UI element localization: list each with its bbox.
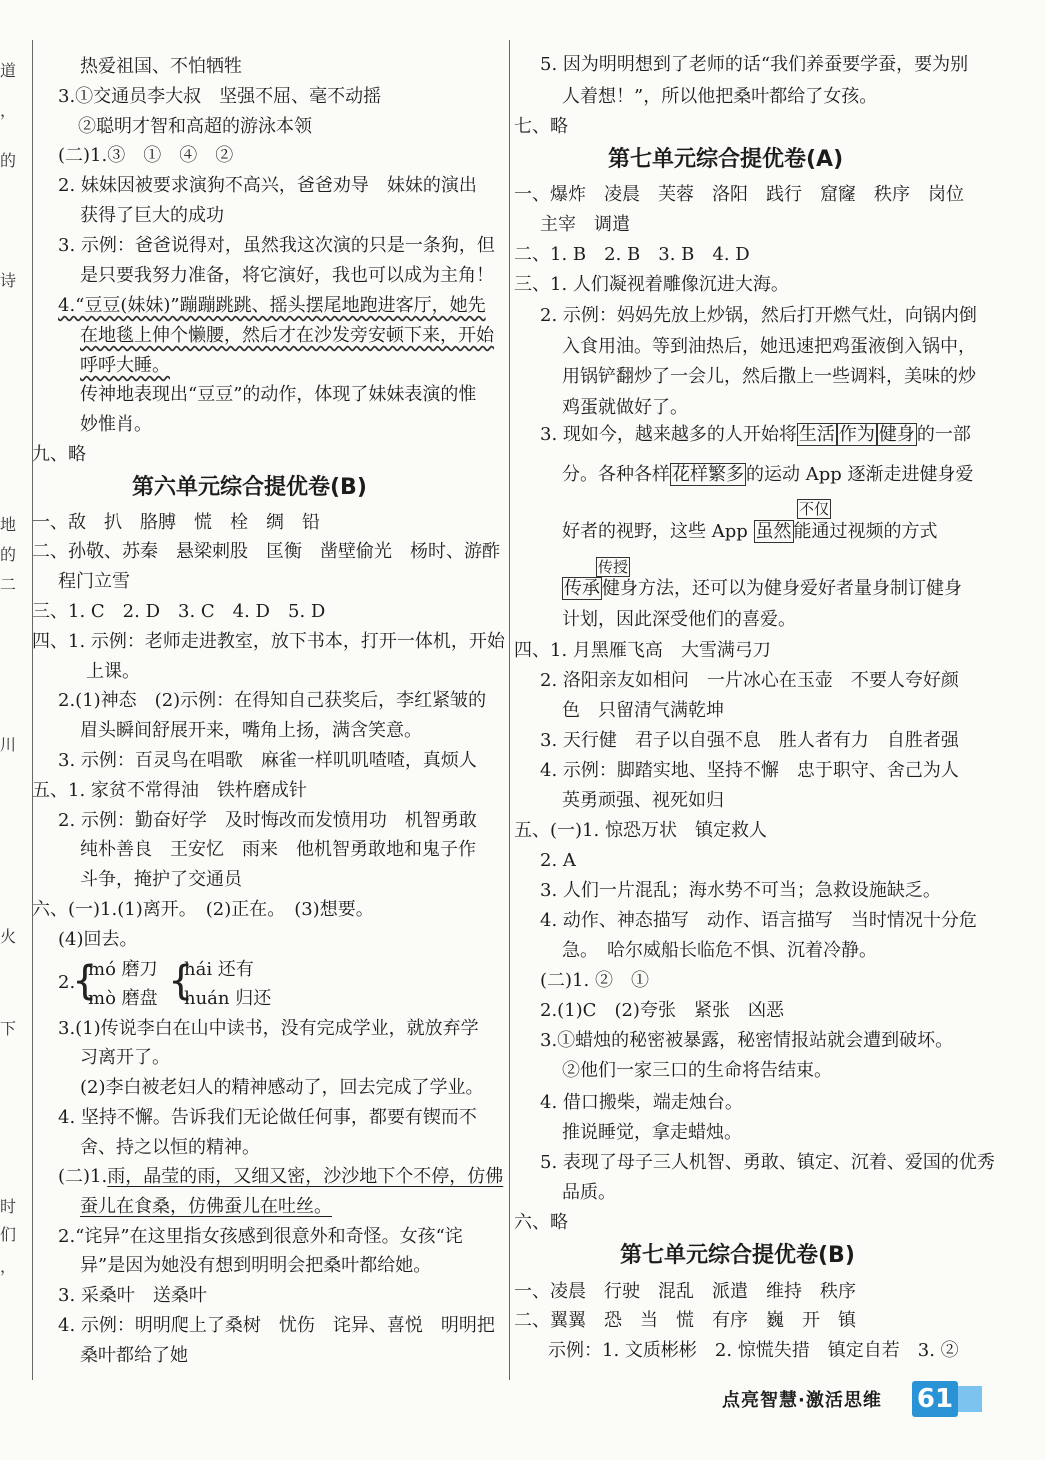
answer-line: 主宰 调遣 [540, 214, 630, 235]
answer-line: (二)1.③ ① ④ ② [58, 145, 234, 166]
answer-line: 4. 坚持不懈。告诉我们无论做任何事，都要有锲而不 [58, 1107, 477, 1128]
answer-text: 好者的视野，这些 App [562, 521, 754, 542]
edge-char: 时 [0, 1197, 17, 1216]
answer-line: 异”是因为她没有想到明明会把桑叶都给她。 [80, 1255, 432, 1276]
answer-line: 推说睡觉，拿走蜡烛。 [562, 1122, 742, 1143]
answer-line: 5. 表现了母子三人机智、勇敢、镇定、沉着、爱国的优秀 [540, 1152, 995, 1173]
answer-line: 4. 借口搬柴，端走烛台。 [540, 1092, 743, 1113]
answer-line: 3.①交通员李大叔 坚强不屈、毫不动摇 [58, 86, 382, 107]
answer-line: 六、(一)1.(1)离开。 (2)正在。 (3)想要。 [32, 899, 374, 920]
underlined-answer: 雨，晶莹的雨，又细又密，沙沙地下个不停，仿佛 [107, 1166, 504, 1187]
answer-line: 用锅铲翻炒了一会儿，然后撒上一些调料，美味的炒 [562, 366, 976, 387]
answer-line: 2. 示例：勤奋好学 及时悔改而发愤用功 机智勇敢 [58, 810, 477, 831]
answer-text: 健身方法，还可以为健身爱好者量身制订健身 [602, 578, 962, 599]
answer-line: 一、敌 扒 胳膊 慌 栓 绸 铅 [32, 512, 320, 533]
edge-char: 道 [0, 61, 17, 80]
answer-line: (4)回去。 [58, 929, 138, 950]
edge-char: 的 [0, 151, 17, 170]
answer-line: 5. 因为明明想到了老师的话“我们养蚕要学蚕，要为别 [540, 54, 969, 75]
underlined-answer: 蚕儿在食桑，仿佛蚕儿在吐丝。 [80, 1196, 332, 1217]
answer-line: 九、略 [32, 444, 86, 465]
boxed-word: 虽然 [755, 521, 792, 542]
answer-line: 五、(一)1. 惊恐万状 镇定救人 [514, 820, 767, 841]
correction-line [562, 521, 938, 543]
answer-line: 四、1. 示例：老师走进教室，放下书本，打开一体机，开始 [32, 631, 505, 652]
boxed-word: 花样繁多 [672, 464, 744, 485]
answer-line: 2.“诧异”在这里指女孩感到很意外和奇怪。女孩“诧 [58, 1226, 463, 1247]
page-edge-rule [32, 40, 33, 1380]
inserted-word-box: 不仅 [799, 500, 830, 518]
answer-line: 七、略 [514, 116, 568, 137]
answer-line: 2.(1)神态 (2)示例：在得知自己获奖后，李红紧皱的 [58, 690, 487, 711]
answer-line: 妙惟肖。 [80, 414, 152, 435]
edge-char: 二 [0, 575, 17, 594]
answer-line: 二、孙敬、苏秦 悬梁刺股 匡衡 凿壁偷光 杨时、游酢 [32, 541, 500, 562]
edge-char: 川 [0, 735, 17, 754]
answer-line: 热爱祖国、不怕牺牲 [80, 56, 242, 77]
answer-line: 鸡蛋就做好了。 [562, 397, 688, 418]
answer-line: 斗争，掩护了交通员 [80, 869, 242, 890]
edge-char: ， [0, 101, 17, 120]
inserted-word [596, 556, 630, 578]
answer-line: 3. 示例：百灵鸟在唱歌 麻雀一样叽叽喳喳，真烦人 [58, 750, 477, 771]
answer-line-wavy: 4.“豆豆(妹妹)”蹦蹦跳跳、摇头摆尾地跑进客厅，她先 [58, 295, 486, 316]
answer-line: 上课。 [86, 661, 140, 682]
answer-line-wavy: 在地毯上伸个懒腰，然后才在沙发旁安顿下来，开始 [80, 325, 494, 346]
boxed-word: 生活 [798, 424, 835, 445]
answer-line: 4. 示例：脚踏实地、坚持不懈 忠于职守、舍己为人 [540, 760, 959, 781]
answer-line: 入食用油。等到油热后，她迅速把鸡蛋液倒入锅中， [562, 336, 976, 357]
answer-line: 3. 天行健 君子以自强不息 胜人者有力 自胜者强 [540, 730, 959, 751]
answer-line: 3. 采桑叶 送桑叶 [58, 1285, 207, 1306]
pinyin-item: mó 磨刀 [88, 959, 158, 980]
left-brace-icon: { [168, 958, 194, 1004]
answer-line [58, 1166, 503, 1188]
left-brace-icon: { [72, 958, 98, 1004]
answer-line: 2. 妹妹因被要求演狗不高兴，爸爸劝导 妹妹的演出 [58, 175, 477, 196]
answer-line: 3. 示例：爸爸说得对，虽然我这次演的只是一条狗，但 [58, 235, 495, 256]
correction-line [562, 578, 962, 600]
answer-line: 英勇顽强、视死如归 [562, 790, 724, 811]
answer-line: 三、1. 人们凝视着雕像沉进大海。 [514, 274, 789, 295]
answer-line: 急。 哈尔威船长临危不惧、沉着冷静。 [562, 940, 877, 961]
correction-line [540, 424, 971, 446]
answer-line: 习离开了。 [80, 1047, 170, 1068]
column-divider [509, 40, 510, 1380]
edge-char: 的 [0, 545, 17, 564]
answer-line: 六、略 [514, 1212, 568, 1233]
answer-line: 眉头瞬间舒展开来，嘴角上扬，满含笑意。 [80, 720, 422, 741]
answer-line: 一、爆炸 凌晨 芙蓉 洛阳 践行 窟窿 秩序 岗位 [514, 184, 964, 205]
edge-char: 地 [0, 515, 17, 534]
answer-line: (2)李白被老妇人的精神感动了，回去完成了学业。 [80, 1077, 484, 1098]
answer-line: 三、1. C 2. D 3. C 4. D 5. D [32, 601, 326, 622]
answer-line: ②聪明才智和高超的游泳本领 [78, 116, 312, 137]
answer-line: 2.(1)C (2)夸张 紧张 凶恶 [540, 1000, 784, 1021]
answer-line: 二、翼翼 恐 当 慌 有序 巍 开 镇 [514, 1310, 856, 1331]
answer-line: 2. 洛阳亲友如相问 一片冰心在玉壶 不要人夸好颜 [540, 670, 959, 691]
answer-line: 纯朴善良 王安忆 雨来 他机智勇敢地和鬼子作 [80, 839, 476, 860]
boxed-word: 健身 [878, 424, 915, 445]
answer-line: 3. 人们一片混乱；海水势不可当；急救设施缺乏。 [540, 880, 941, 901]
edge-char: ， [0, 1257, 17, 1276]
answer-text: 的运动 App 逐渐走进健身爱 [746, 464, 974, 485]
answer-text: 3. 现如今，越来越多的人开始将 [540, 424, 797, 445]
answer-line: 程门立雪 [58, 571, 130, 592]
answer-line: 传神地表现出“豆豆”的动作，体现了妹妹表演的惟 [80, 384, 477, 405]
answer-line: 2. A [540, 850, 576, 871]
page-number-tab [958, 1386, 982, 1412]
answer-line: 品质。 [562, 1182, 616, 1203]
answer-line: 3.①蜡烛的秘密被暴露，秘密情报站就会遭到破坏。 [540, 1030, 954, 1051]
footer-slogan: 点亮智慧·激活思维 [722, 1390, 882, 1411]
pinyin-item: huán 归还 [184, 988, 272, 1009]
answer-line: 示例：1. 文质彬彬 2. 惊慌失措 镇定自若 3. ② [548, 1340, 959, 1361]
answer-line: 四、1. 月黑雁飞高 大雪满弓刀 [514, 640, 771, 661]
answer-line: 舍、持之以恒的精神。 [80, 1137, 260, 1158]
correction-line [562, 464, 974, 486]
edge-char: 火 [0, 927, 17, 946]
answer-line: 人着想！”，所以他把桑叶都给了女孩。 [562, 86, 878, 107]
edge-char: 们 [0, 1225, 17, 1244]
answer-line: 2. [58, 972, 76, 993]
pinyin-item: hái 还有 [184, 959, 254, 980]
answer-line: 桑叶都给了她 [80, 1345, 188, 1366]
answer-text: 分。各种各样 [562, 464, 670, 485]
answer-line: 是只要我努力准备，将它演好，我也可以成为主角！ [80, 265, 494, 286]
answer-line: 二、1. B 2. B 3. B 4. D [514, 244, 750, 265]
section-title: 第七单元综合提优卷(B) [620, 1243, 855, 1268]
pinyin-item: mò 磨盘 [88, 988, 158, 1009]
answer-line: 4. 动作、神态描写 动作、语言描写 当时情况十分危 [540, 910, 977, 931]
answer-line-wavy: 呼呼大睡。 [80, 355, 170, 376]
edge-char: 诗 [0, 271, 17, 290]
boxed-word: 作为 [838, 424, 875, 445]
inserted-word-box: 传授 [598, 558, 629, 576]
boxed-word: 传承 [564, 578, 600, 599]
edge-char: 下 [0, 1019, 17, 1038]
answer-line: 4. 示例：明明爬上了桑树 忧伤 诧异、喜悦 明明把 [58, 1315, 495, 1336]
answer-line: ②他们一家三口的生命将告结束。 [562, 1060, 832, 1081]
answer-line: 色 只留清气满乾坤 [562, 700, 724, 721]
answer-line: 五、1. 家贫不常得油 铁杵磨成针 [32, 780, 307, 801]
inserted-word [797, 498, 831, 520]
answer-text: 能通过视频的方式 [793, 521, 938, 542]
answer-line: 一、凌晨 行驶 混乱 派遣 维持 秩序 [514, 1281, 856, 1302]
answer-line: (二)1. ② ① [540, 970, 649, 991]
answer-line: 计划，因此深受他们的喜爱。 [562, 609, 796, 630]
answer-line: 2. 示例：妈妈先放上炒锅，然后打开燃气灶，向锅内倒 [540, 305, 977, 326]
answer-line: 获得了巨大的成功 [80, 205, 224, 226]
answer-label: (二)1. [58, 1166, 108, 1187]
answer-text: 的一部 [916, 424, 971, 445]
page-number: 61 [912, 1381, 958, 1417]
answer-line: 3.(1)传说李白在山中读书，没有完成学业，就放弃学 [58, 1018, 479, 1039]
section-title: 第六单元综合提优卷(B) [132, 475, 367, 500]
section-title: 第七单元综合提优卷(A) [608, 147, 844, 172]
